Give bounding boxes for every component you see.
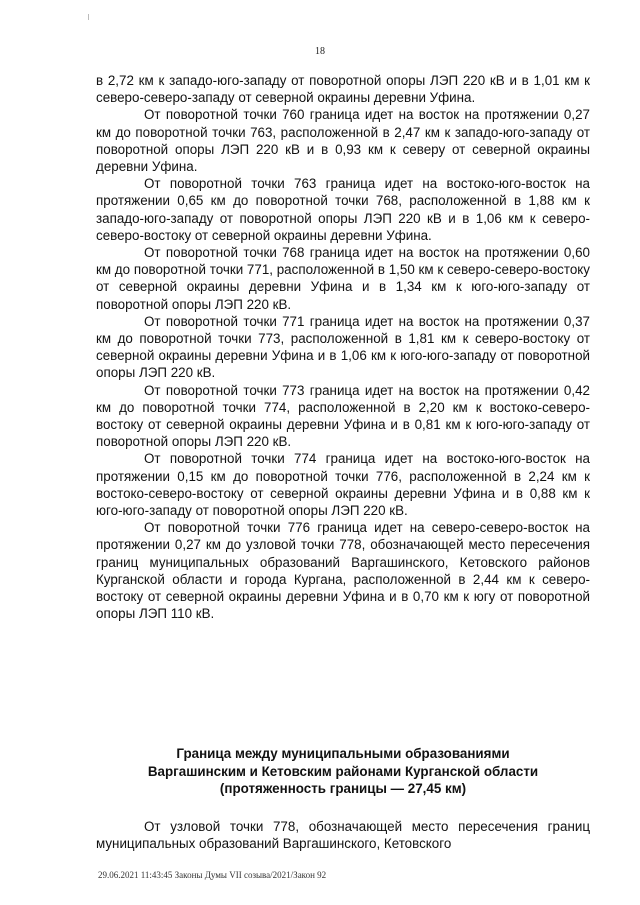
heading-line-2: Варгашинским и Кетовским районами Курганской области bbox=[147, 763, 539, 779]
paragraph-2: От поворотной точки 760 граница идет на восток на протяжении 0,27 км до поворотной точки 763, расположенной в 2,47 км к западо-юго-западу от поворотной опоры ЛЭП 220 кВ и в 0,93 км к северу от северной окраины деревни Уфина. bbox=[96, 107, 590, 175]
body-text bbox=[96, 72, 590, 623]
paragraph-after-heading: От узловой точки 778, обозначающей место пересечения границ муниципальных образований Варгашинского, Кетовского bbox=[96, 819, 590, 852]
paragraph-4: От поворотной точки 768 граница идет на восток на протяжении 0,60 км до поворотной точки 771, расположенной в 1,50 км к северо-северо-востоку от северной окраины деревни Уфина и в 1,34 км к юго-юго-западу от поворотной опоры ЛЭП 220 кВ. bbox=[96, 245, 590, 312]
footer-stamp: 29.06.2021 11:43:45 Законы Думы VII созыва/2021/Закон 92 bbox=[98, 870, 327, 880]
paragraph-6: От поворотной точки 773 граница идет на восток на протяжении 0,42 км до поворотной точки 774, расположенной в 2,20 км к востоко-северо-востоку от северной окраины деревни Уфина и в 0,81 км к юго-юго-западу от поворотной опоры ЛЭП 220 кВ. bbox=[96, 382, 590, 450]
scan-mark bbox=[88, 14, 89, 20]
paragraph-5: От поворотной точки 771 граница идет на восток на протяжении 0,37 км до поворотной точки 773, расположенной в 1,81 км к северо-востоку от северной окраины деревни Уфина и в 1,06 км к юго-юго-западу от поворотной опоры ЛЭП 220 кВ. bbox=[96, 313, 590, 381]
paragraph-8: От поворотной точки 776 граница идет на северо-северо-восток на протяжении 0,27 км до узловой точки 778, обозначающей место пересечения границ муниципальных образований Варгашинского, Кетовского районов Курганской области и города Кургана, расположенной в 2,44 км к северо-востоку от северной окраины деревни Уфина и в 0,70 км к югу от поворотной опоры ЛЭП 110 кВ. bbox=[96, 520, 590, 622]
paragraph-3: От поворотной точки 763 граница идет на востоко-юго-восток на протяжении 0,65 км до поворотной точки 768, расположенной в 1,88 км к западо-юго-западу от поворотной опоры ЛЭП 220 кВ и в 1,06 км к северо-северо-востоку от северной окраины деревни Уфина. bbox=[96, 176, 590, 243]
heading-line-3: (протяженность границы — 27,45 км) bbox=[219, 781, 467, 796]
page-number: 18 bbox=[315, 46, 325, 57]
heading-line-1: Граница между муниципальными образованиями bbox=[176, 746, 510, 761]
paragraph-1: в 2,72 км к западо-юго-западу от поворотной опоры ЛЭП 220 кВ и в 1,01 км к северо-северо-западу от северной окраины деревни Уфина. bbox=[96, 73, 590, 106]
section-heading bbox=[96, 745, 590, 798]
paragraph-7: От поворотной точки 774 граница идет на востоко-юго-восток на протяжении 0,15 км до поворотной точки 776, расположенной в 2,24 км к востоко-северо-востоку от северной окраины деревни Уфина и в 0,88 км к юго-юго-западу от поворотной опоры ЛЭП 220 кВ. bbox=[96, 451, 590, 519]
